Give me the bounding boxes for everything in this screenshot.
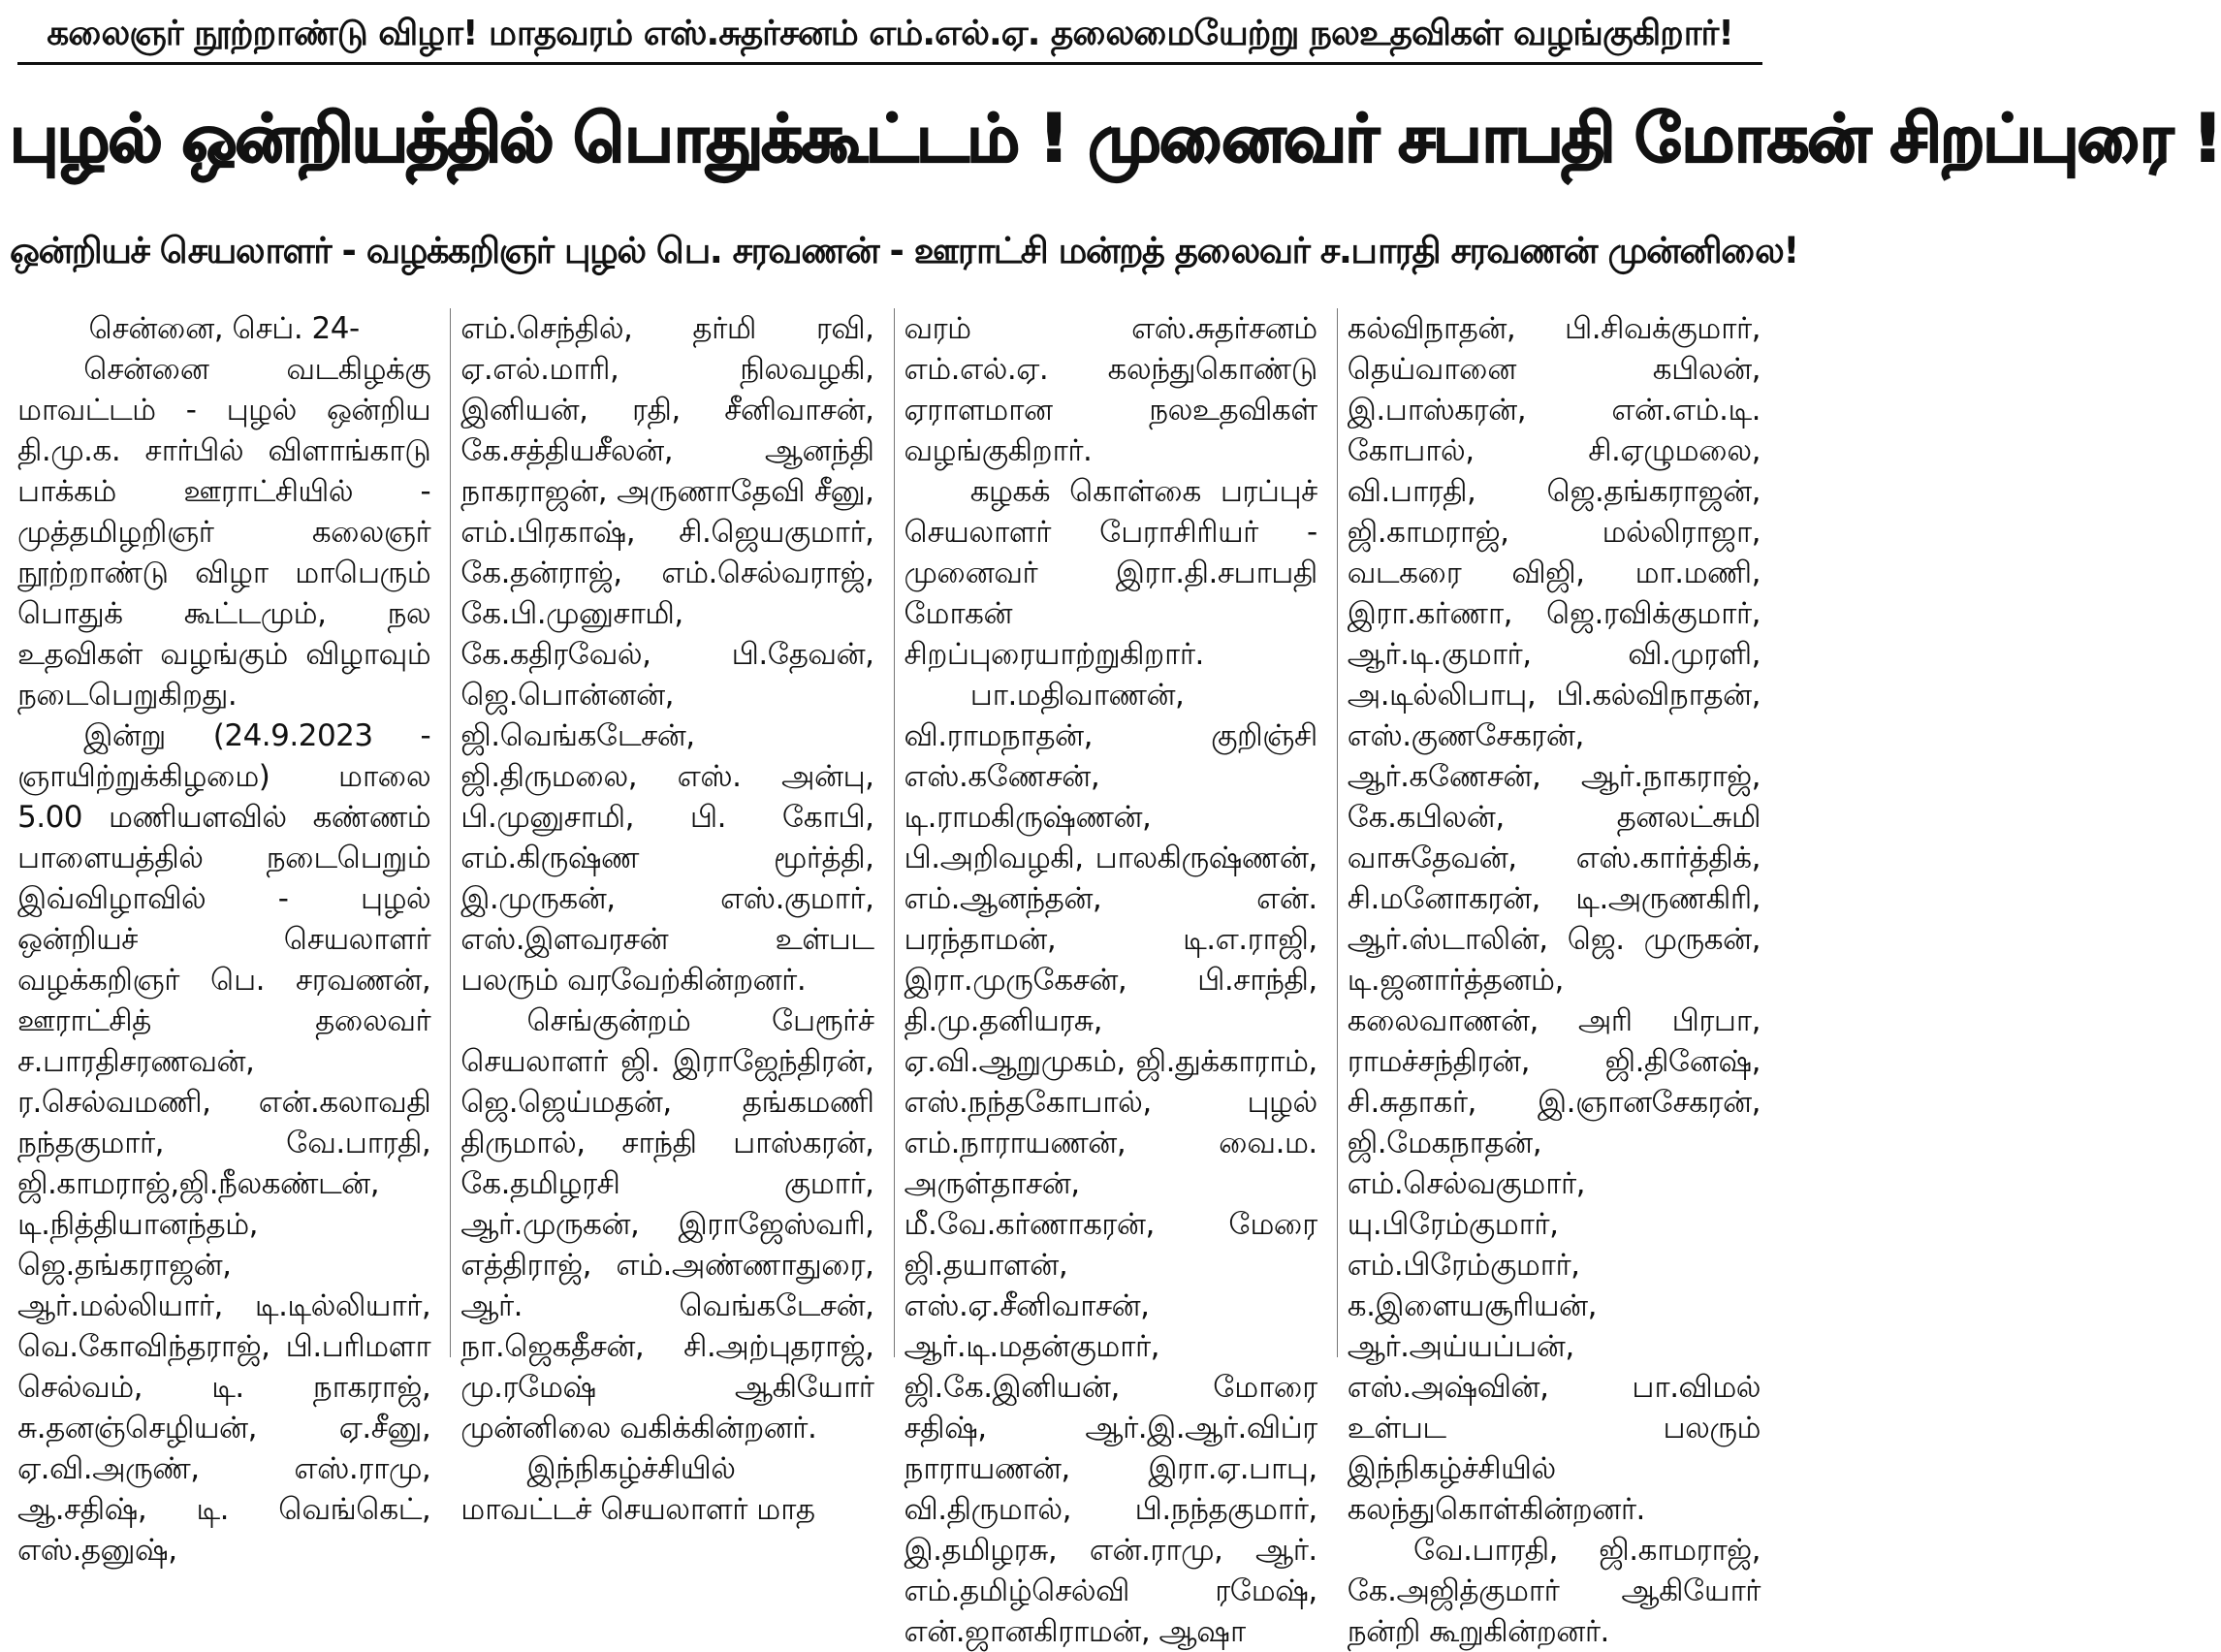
main-headline: புழல் ஒன்றியத்தில் பொதுக்கூட்டம் ! முனைவர் சபாபதி மோகன் சிறப்புரை !	[10, 101, 2221, 177]
dateline: சென்னை, செப். 24-	[88, 311, 360, 346]
article-body	[17, 308, 1770, 1649]
column-1	[17, 308, 440, 1568]
sub-headline: ஒன்றியச் செயலாளர் - வழக்கறிஞர் புழல் பெ. சரவணன் - ஊராட்சி மன்றத் தலைவர் ச.பாரதி சரவணன் முன்னிலை!	[10, 230, 1798, 271]
paragraph: பா.மதிவாணன், வி.ராமநாதன், குறிஞ்சி எஸ்.கணேசன், டி.ராமகிருஷ்ணன், பி.அறிவழகி, பாலகிருஷ்ணன், எம்.ஆனந்தன், என். பரந்தாமன், டி.எ.ராஜி, இரா.முருகேசன், பி.சாந்தி, தி.மு.தனியரசு, ஏ.வி.ஆறுமுகம், ஜி.துக்காராம், எஸ்.நந்தகோபால், புழல் எம்.நாராயணன், வை.ம. அருள்தாசன், மீ.வே.கர்ணாகரன், மேரை ஜி.தயாளன், எஸ்.ஏ.சீனிவாசன், ஆர்.டி.மதன்குமார், ஜி.கே.இனியன், மோரை சதிஷ், ஆர்.இ.ஆர்.விப்ர நாராயணன், இரா.ஏ.பாபு, வி.திருமால், பி.நந்தகுமார், இ.தமிழரசு, என்.ராமு, ஆர். எம்.தமிழ்செல்வி ரமேஷ், என்.ஜானகிராமன், ஆஷா	[904, 678, 1317, 1649]
paragraph: கல்விநாதன், பி.சிவக்குமார், தெய்வானை கபிலன், இ.பாஸ்கரன், என்.எம்.டி. கோபால், சி.ஏழுமலை, வி.பாரதி, ஜெ.தங்கராஜன், ஜி.காமராஜ், மல்லிராஜா, வடகரை விஜி, மா.மணி, இரா.கர்ணா, ஜெ.ரவிக்குமார், ஆர்.டி.குமார், வி.முரளி, அ.டில்லிபாபு, பி.கல்விநாதன், எஸ்.குணசேகரன், ஆர்.கணேசன், ஆர்.நாகராஜ், கே.கபிலன், தனலட்சுமி வாசுதேவன், எஸ்.கார்த்திக், சி.மனோகரன், டி.அருணகிரி, ஆர்.ஸ்டாலின், ஜெ. முருகன், டி.ஜனார்த்தனம், கலைவாணன், அரி பிரபா, ராமச்சந்திரன், ஜி.தினேஷ், சி.சுதாகர், இ.ஞானசேகரன், ஜி.மேகநாதன், எம்.செல்வகுமார், யு.பிரேம்குமார், எம்.பிரேம்குமார், க.இளையசூரியன், ஆர்.அய்யப்பன், எஸ்.அஷ்வின், பா.விமல் உள்பட பலரும் இந்நிகழ்ச்சியில் கலந்துகொள்கின்றனர்.	[1347, 311, 1761, 1527]
paragraph: இந்நிகழ்ச்சியில் மாவட்டச் செயலாளர் மாத	[460, 1451, 815, 1527]
paragraph: வே.பாரதி, ஜி.காமராஜ், கே.அஜித்குமார் ஆகியோர் நன்றி கூறுகின்றனர்.	[1347, 1533, 1761, 1649]
paragraph: இன்று (24.9.2023 - ஞாயிற்றுக்கிழமை) மாலை 5.00 மணியளவில் கண்ணம் பாளையத்தில் நடைபெறும் இவ்விழாவில் - புழல் ஒன்றியச் செயலாளர் வழக்கறிஞர் பெ. சரவணன், ஊராட்சித் தலைவர் ச.பாரதிசரணவன், ர.செல்வமணி, என்.கலாவதி நந்தகுமார், வே.பாரதி, ஜி.காமராஜ்,ஜி.நீலகண்டன், டி.நித்தியானந்தம், ஜெ.தங்கராஜன், ஆர்.மல்லியார், டி.டில்லியார், வெ.கோவிந்தராஜ், பி.பரிமளா செல்வம், டி. நாகராஜ், சு.தனஞ்செழியன், ஏ.சீனு, ஏ.வி.அருண், எஸ்.ராமு, ஆ.சதிஷ், டி. வெங்கெட், எஸ்.தனுஷ்,	[17, 718, 431, 1568]
paragraph: சென்னை வடகிழக்கு மாவட்டம் - புழல் ஒன்றிய தி.மு.க. சார்பில் விளாங்காடு பாக்கம் ஊராட்சியில் - முத்தமிழறிஞர் கலைஞர் நூற்றாண்டு விழா மாபெரும் பொதுக் கூட்டமும், நல உதவிகள் வழங்கும் விழாவும் நடைபெறுகிறது.	[17, 352, 431, 713]
kicker-headline: கலைஞர் நூற்றாண்டு விழா! மாதவரம் எஸ்.சுதர்சனம் எம்.எல்.ஏ. தலைமையேற்று நலஉதவிகள் வழங்குகிறார்!	[17, 6, 1762, 65]
paragraph: செங்குன்றம் பேரூர்ச் செயலாளர் ஜி. இராஜேந்திரன், ஜெ.ஜெய்மதன், தங்கமணி திருமால், சாந்தி பாஸ்கரன், கே.தமிழரசி குமார், ஆர்.முருகன், இராஜேஸ்வரி, எத்திராஜ், எம்.அண்ணாதுரை, ஆர். வெங்கடேசன், நா.ஜெகதீசன், சி.அற்புதராஜ், மு.ரமேஷ் ஆகியோர் முன்னிலை வகிக்கின்றனர்.	[460, 1003, 874, 1446]
paragraph: கழகக் கொள்கை பரப்புச் செயலாளர் பேராசிரியர் - முனைவர் இரா.தி.சபாபதி மோகன் சிறப்புரையாற்றுகிறார்.	[904, 474, 1317, 672]
column-4	[1337, 308, 1770, 1649]
column-2	[450, 308, 883, 1527]
paragraph: வரம் எஸ்.சுதர்சனம் எம்.எல்.ஏ. கலந்துகொண்டு ஏராளமான நலஉதவிகள் வழங்குகிறார்.	[904, 311, 1317, 468]
column-3	[894, 308, 1327, 1649]
paragraph: எம்.செந்தில், தர்மி ரவி, ஏ.எல்.மாரி, நிலவழகி, இனியன், ரதி, சீனிவாசன், கே.சத்தியசீலன், ஆனந்தி நாகராஜன், அருணாதேவி சீனு, எம்.பிரகாஷ், சி.ஜெயகுமார், கே.தன்ராஜ், எம்.செல்வராஜ், கே.பி.முனுசாமி, கே.கதிரவேல், பி.தேவன், ஜெ.பொன்னன், ஜி.வெங்கடேசன், ஜி.திருமலை, எஸ். அன்பு, பி.முனுசாமி, பி. கோபி, எம்.கிருஷ்ண மூர்த்தி, இ.முருகன், எஸ்.குமார், எஸ்.இளவரசன் உள்பட பலரும் வரவேற்கின்றனர்.	[460, 311, 874, 998]
